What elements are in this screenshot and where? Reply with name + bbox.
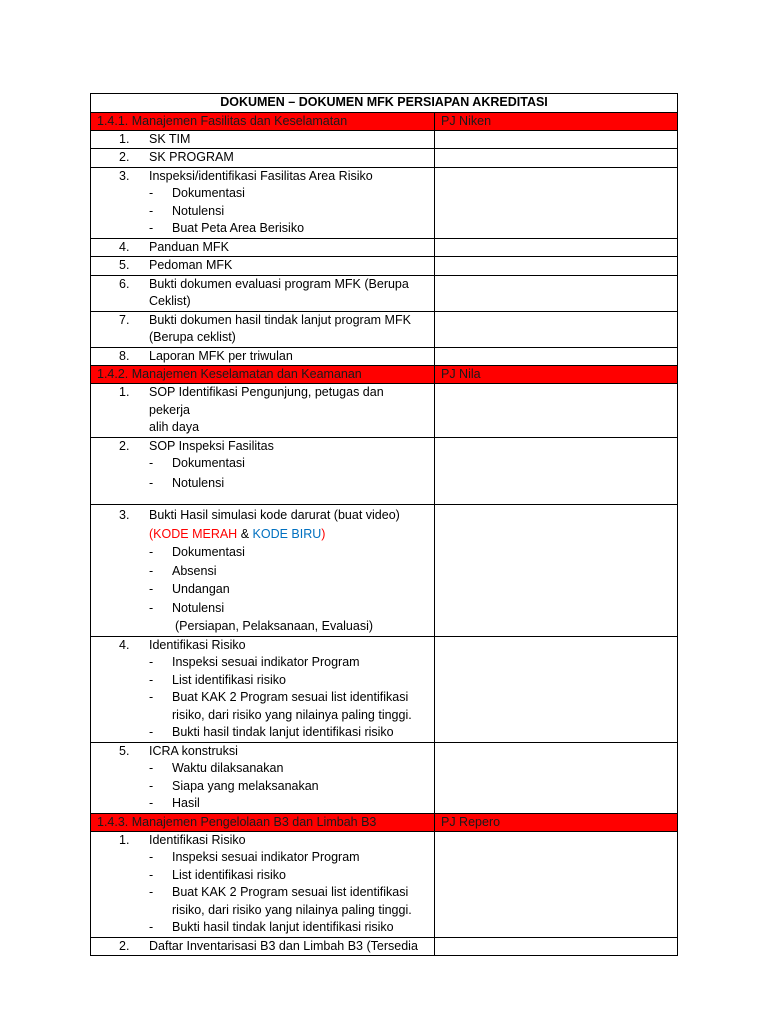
sub-item: - Waktu dilaksanakan [149, 761, 284, 775]
table-row [91, 257, 678, 276]
table-row [91, 238, 678, 257]
list-item: 4. Identifikasi Risiko [119, 637, 246, 652]
sub-item: - List identifikasi risiko [149, 867, 286, 882]
list-item: 7. Bukti dokumen hasil tindak lanjut program MFK [119, 312, 411, 327]
sub-item: - Absensi [149, 563, 217, 578]
kode-line: (KODE MERAH & KODE BIRU) [149, 526, 326, 541]
sub-item: - Notulensi [149, 203, 225, 218]
list-item-continuation: Ceklist) [149, 294, 191, 308]
list-item: 3. Bukti Hasil simulasi kode darurat (buat video) [119, 508, 400, 522]
sub-item: - Buat KAK 2 Program sesuai list identifikasi [149, 690, 409, 704]
table-title-row [91, 94, 678, 113]
list-item: 2. SK PROGRAM [119, 150, 234, 164]
sub-item: - Bukti hasil tindak lanjut identifikasi risiko [149, 725, 394, 739]
section-header-row [91, 112, 678, 130]
sub-item: - Undangan [149, 582, 230, 596]
sub-item: - Siapa yang melaksanakan [149, 778, 319, 793]
sub-item: - Bukti hasil tindak lanjut identifikasi risiko [149, 920, 394, 934]
list-item: 1. SK TIM [119, 131, 191, 146]
table-row [91, 437, 678, 505]
table-row [91, 636, 678, 742]
table-row [91, 311, 678, 347]
document-table [90, 93, 678, 956]
table-row [91, 742, 678, 813]
sub-item: - Buat Peta Area Berisiko [149, 221, 305, 235]
sub-item: - Inspeksi sesuai indikator Program [149, 850, 360, 864]
section-heading: 1.4.1. Manajemen Fasilitas dan Keselamatan [91, 112, 435, 130]
table-row [91, 275, 678, 311]
section-pj: PJ Nila [435, 366, 678, 384]
section-header-row [91, 366, 678, 384]
list-item: 3. Inspeksi/identifikasi Fasilitas Area Risiko [119, 168, 373, 183]
sub-item-continuation: risiko, dari risiko yang nilainya paling tinggi. [172, 902, 412, 917]
table-row [91, 347, 678, 366]
list-item: 1. SOP Identifikasi Pengunjung, petugas dan pekerja [119, 385, 384, 417]
sub-item: - List identifikasi risiko [149, 672, 286, 687]
list-item: 5. Pedoman MFK [119, 258, 233, 272]
list-item: 5. ICRA konstruksi [119, 743, 238, 758]
section-pj: PJ Repero [435, 813, 678, 831]
list-item-continuation: (Berupa ceklist) [149, 330, 236, 344]
list-item: 6. Bukti dokumen evaluasi program MFK (Berupa [119, 276, 409, 291]
list-item: 8. Laporan MFK per triwulan [119, 348, 293, 363]
list-item: 1. Identifikasi Risiko [119, 832, 246, 847]
list-item-continuation: alih daya [149, 420, 200, 434]
sub-item: - Notulensi [149, 475, 225, 490]
list-item: 2. Daftar Inventarisasi B3 dan Limbah B3 (Tersedia [119, 938, 418, 953]
list-item: 4. Panduan MFK [119, 239, 229, 254]
page-title: DOKUMEN – DOKUMEN MFK PERSIAPAN AKREDITASI [91, 94, 678, 113]
kode-biru: KODE BIRU [252, 526, 322, 541]
sub-item: - Notulensi [149, 600, 225, 615]
sub-item: - Buat KAK 2 Program sesuai list identifikasi [149, 885, 409, 899]
table-row [91, 831, 678, 937]
sub-item-continuation: risiko, dari risiko yang nilainya paling tinggi. [172, 707, 412, 722]
table-row [91, 149, 678, 168]
section-header-row [91, 813, 678, 831]
section-heading: 1.4.2. Manajemen Keselamatan dan Keamanan [91, 366, 435, 384]
table-row [91, 167, 678, 238]
table-row [91, 937, 678, 956]
sub-item: - Dokumentasi [149, 456, 245, 470]
sub-item: - Dokumentasi [149, 545, 245, 559]
sub-item: - Hasil [149, 796, 200, 810]
section-pj: PJ Niken [435, 112, 678, 130]
sub-note: (Persiapan, Pelaksanaan, Evaluasi) [175, 619, 374, 633]
sub-item: - Inspeksi sesuai indikator Program [149, 655, 360, 669]
kode-merah: KODE MERAH [153, 526, 238, 541]
table-row [91, 130, 678, 149]
table-row [91, 384, 678, 438]
list-item: 2. SOP Inspeksi Fasilitas [119, 438, 274, 453]
sub-item: - Dokumentasi [149, 186, 245, 200]
table-row [91, 505, 678, 637]
section-heading: 1.4.3. Manajemen Pengelolaan B3 dan Limbah B3 [91, 813, 435, 831]
